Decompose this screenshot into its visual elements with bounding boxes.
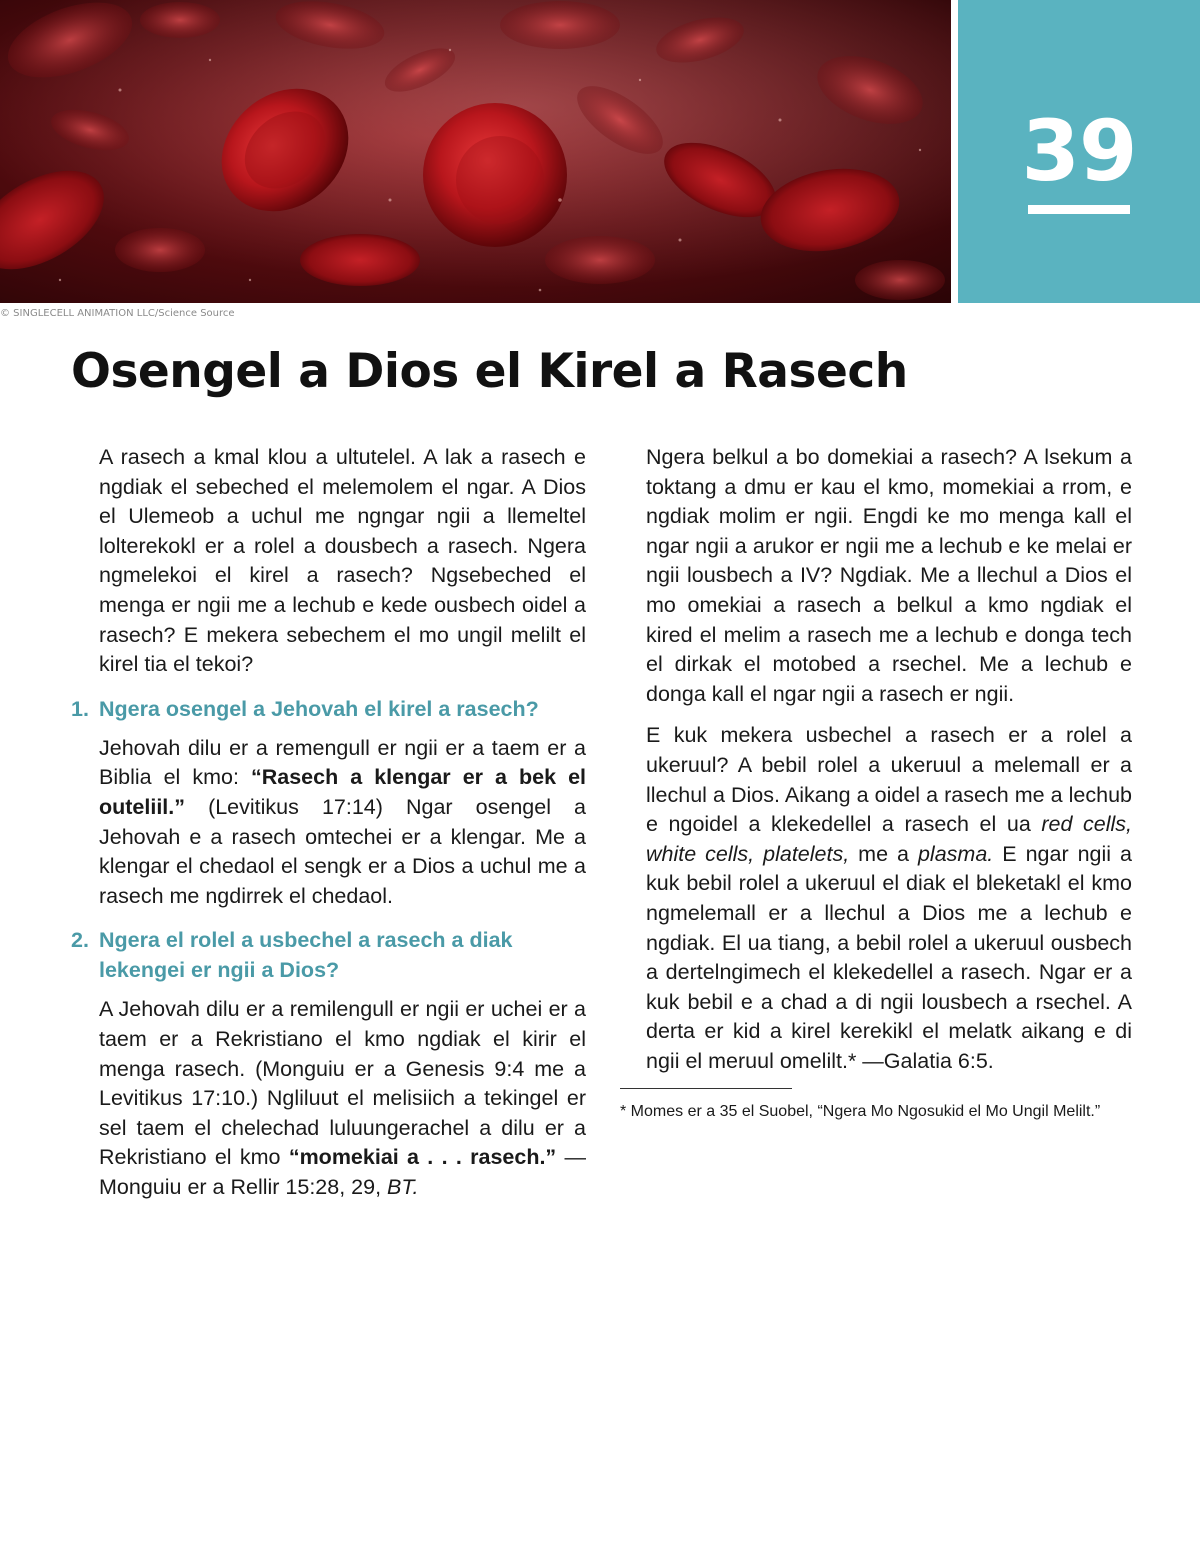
answer-1-paragraph xyxy=(99,734,586,912)
scripture-quote: “momekiai a . . . rasech.” xyxy=(288,1145,557,1170)
continued-paragraph-2 xyxy=(646,721,1132,1076)
paragraph-text: E kuk mekera usbechel a rasech er a rolel a ukeruul? A bebil rolel a ukeruul a melemall er a llechul a Dios. Aikang a oidel a rasech me a lechub e ngoidel a klekedellel a rasech el ua xyxy=(646,723,1132,837)
answer-text: (Levitikus 17:14) Ngar osengel a Jehovah e a rasech omtechei er a klengar. Me a klengar el chedaol el sengk er a Dios a uchul me a rasech me ngdirrek el chedaol. xyxy=(99,794,586,908)
left-column xyxy=(71,443,586,1214)
paragraph-text: me a xyxy=(849,841,918,866)
paragraph-text: —Galatia 6:5. xyxy=(856,1048,994,1073)
page-title: Osengel a Dios el Kirel a Rasech xyxy=(71,344,908,399)
footnote: * Momes er a 35 el Suobel, “Ngera Mo Ngosukid el Mo Ungil Melilt.” xyxy=(620,1103,1101,1121)
header-photo xyxy=(0,0,951,303)
paragraph-text: E ngar ngii a kuk bebil rolel a ukeruul el diak el bleketakl el kmo ngmelemall er a llechul a Dios me a lechub e ngdiak. El ua tiang, a bebil rolel a ukeruul ousbech a dertelngimech el klekedellel a rasech. Ngar er a kuk bebil e a chad a di ngii lousbech a rsechel. A derta er kid a kirel kerekikl el melatk aikang e di ngii el meruul omelilt. xyxy=(646,841,1132,1073)
chapter-underline xyxy=(1028,205,1130,214)
question-text: Ngera osengel a Jehovah el kirel a rasech? xyxy=(99,696,539,721)
question-text: Ngera el rolel a usbechel a rasech a diak lekengei er ngii a Dios? xyxy=(99,928,513,983)
chapter-badge xyxy=(958,0,1200,303)
right-column xyxy=(620,443,1132,1122)
answer-text: A Jehovah dilu er a remilengull er ngii er uchei er a taem er a Rekristiano el kmo ngdiak el kirir el menga rasech. (Monguiu er a Genesis 9:4 me a Levitikus 17:10.) Ngliluut el melisiich a tekingel er sel taem el chelechad luluungerachel a dilu er a Rekristiano el kmo xyxy=(99,997,586,1170)
question-number: 1. xyxy=(71,696,89,721)
footnote-marker[interactable]: * xyxy=(847,1048,857,1073)
intro-paragraph: A rasech a kmal klou a ultutelel. A lak a rasech e ngdiak el sebeched el melemolem el ngar. A Dios el Ulemeob a uchul me ngngar ngii a llemeltel lolterekokl er a rolel a dousbech a rasech. Ngera ngmelekoi el kirel a rasech? Ngsebeched el menga er ngii me a lechub e kede ousbech oidel a rasech? E mekera sebechem el mo ungil melilt el kirel tia el tekoi? xyxy=(99,445,586,677)
question-1 xyxy=(71,694,586,724)
footnote-divider xyxy=(620,1088,792,1089)
answer-2-paragraph xyxy=(99,995,586,1202)
blood-cells-illustration xyxy=(0,0,951,303)
answer-text: —Monguiu er a Rellir 15:28, 29, xyxy=(99,1145,586,1199)
chapter-number: 39 xyxy=(1021,102,1137,200)
photo-credit: © SINGLECELL ANIMATION LLC/Science Source xyxy=(0,308,235,319)
continued-paragraph-1: Ngera belkul a bo domekiai a rasech? A lsekum a toktang a dmu er kau el kmo, momekiai a rrom, e ngdiak molim er ngii. Engdi ke mo menga kall el ngar ngii a arukor er ngii me a lechub e ke melai er ngii lousbech a IV? Ngdiak. Me a llechul a Dios el mo omekiai a rasech a belkul a kmo ngdiak el kired el melim a rasech me a lechub e donga tech el dirkak el motobed a rsechel. Me a lechub e donga kall el ngar ngii a rasech er ngii. xyxy=(646,445,1132,706)
bible-abbreviation: BT. xyxy=(387,1174,419,1199)
italic-term: red cells, white cells, platelets, xyxy=(646,812,1132,866)
question-number: 2. xyxy=(71,928,89,953)
question-2 xyxy=(71,925,586,985)
scripture-quote: “Rasech a klengar er a bek el outeliil.” xyxy=(99,765,586,819)
italic-term: plasma. xyxy=(917,841,994,866)
answer-text: Jehovah dilu er a remengull er ngii er a taem er a Biblia el kmo: xyxy=(99,735,586,790)
